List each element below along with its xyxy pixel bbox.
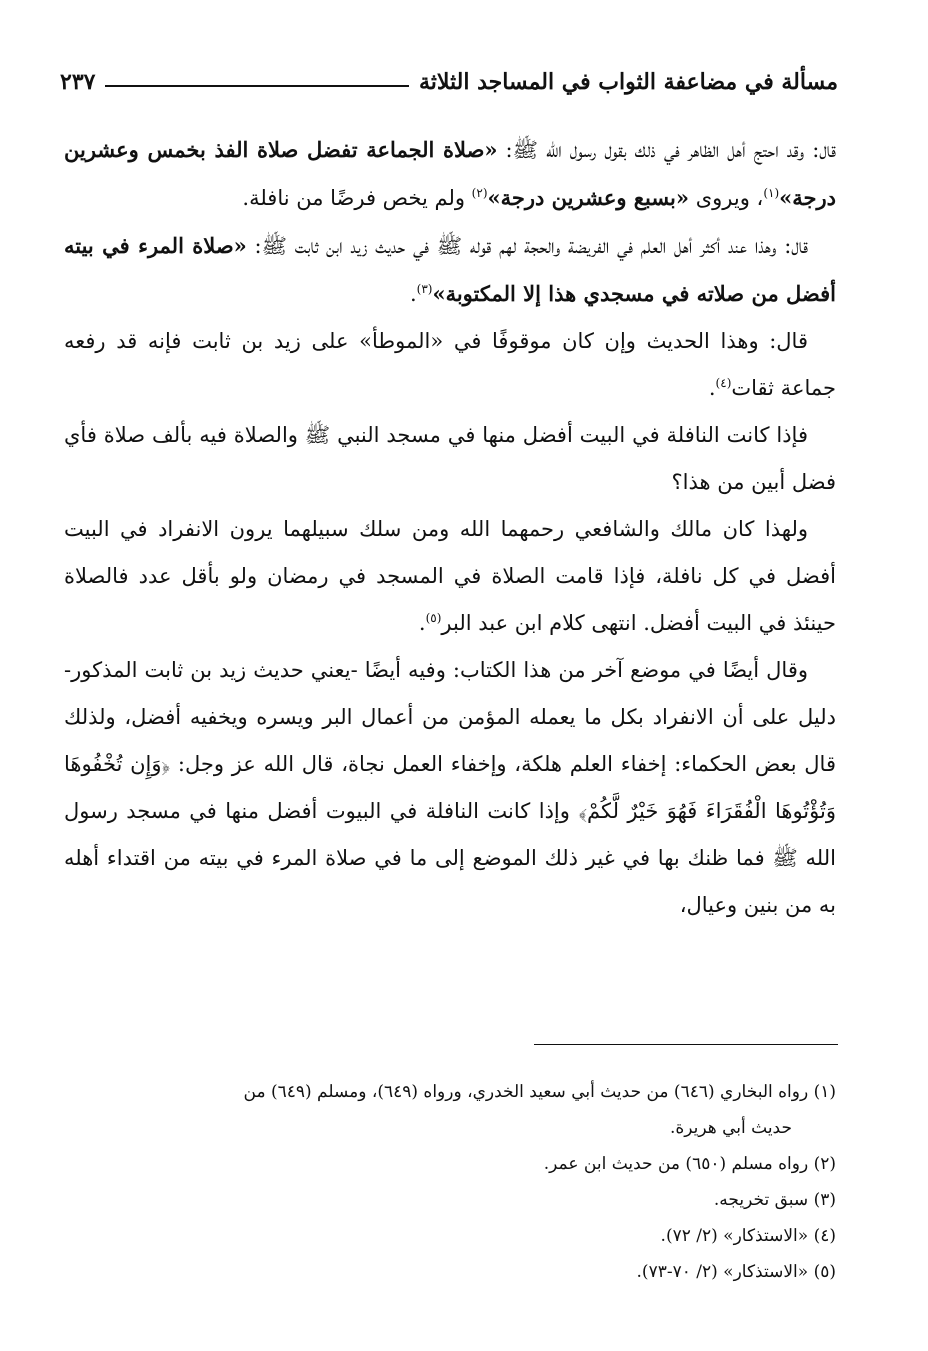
paragraph-text: ، ويروى [689,186,764,210]
paragraph-1 [64,126,836,222]
footnote-3: (٣) سبق تخريجه. [713,1190,836,1210]
header-rule [105,85,409,87]
footnote-ref-3: (٣) [416,282,433,296]
footnote-2: (٢) رواه مسلم (٦٥٠) من حديث ابن عمر. [543,1154,836,1174]
footnote-ref-2: (٢) [471,186,488,200]
paragraph-text: قال: وهذا الحديث وإن كان موقوفًا في «الموطأ» على زيد بن ثابت فإنه قد رفعه جماعة ثقات [64,329,836,400]
footnote-ref-1: (١) [763,186,780,200]
footnote-4: (٤) «الاستذكار» (٢/ ٧٢). [660,1226,836,1246]
footnote-5: (٥) «الاستذكار» (٢/ ٧٠-٧٣). [636,1262,836,1282]
running-title: مسألة في مضاعفة الثواب في المساجد الثلاثة [418,69,838,95]
paragraph-text: قال: وهذا عند أكثر أهل العلم في الفريضة والحجة لهم قوله ﷺ في حديث زيد ابن ثابت ﷺ: [246,234,808,258]
paragraph-text: ولهذا كان مالك والشافعي رحمهما الله ومن سلك سبيلهما يرون الانفراد في البيت أفضل في كل نافلة، فإذا قامت الصلاة في المسجد في رمضان ولو بأقل عدد فالصلاة حينئذ في البيت أفضل. انتهى كلام ابن عبد البر [64,517,836,635]
footnote-ref-5: (٥) [425,611,442,625]
paragraph-6 [64,647,836,929]
hadith-quote: «بسبع وعشرين درجة» [487,185,690,210]
main-text [64,126,836,929]
hadith-quote: «صلاة المرء في بيته أفضل من صلاته في مسجدي هذا إلا المكتوبة» [64,233,836,306]
footnotes [64,1074,836,1290]
page-header [60,62,838,102]
paragraph-text: . [418,611,426,635]
paragraph-text: . [409,282,417,306]
hadith-quote: «صلاة الجماعة تفضل صلاة الفذ بخمس وعشرين درجة» [64,137,836,210]
page-number: ٢٣٧ [60,69,96,95]
footnote-1-continuation: حديث أبي هريرة. [669,1118,792,1138]
paragraph-5 [64,506,836,647]
paragraph-text: وإذا كانت النافلة في البيوت أفضل منها في مسجد رسول الله ﷺ فما ظنك بها في غير ذلك الموضع إلى ما في صلاة المرء في بيته من اقتداء أهله به من بنين وعيال، [64,799,836,917]
footnote-ref-4: (٤) [715,376,732,390]
footnote-separator [534,1044,838,1045]
paragraph-text: فإذا كانت النافلة في البيت أفضل منها في مسجد النبي ﷺ والصلاة فيه بألف صلاة فأي فضل أبين من هذا؟ [64,423,836,494]
paragraph-text: وقال أيضًا في موضع آخر من هذا الكتاب: وفيه أيضًا -يعني حديث زيد بن ثابت المذكور- دليل على أن الانفراد بكل ما يعمله المؤمن من أعمال البر ويسره ويخفيه أفضل، ولذلك قال بعض الحكماء: إخفاء العلم هلكة، وإخفاء العمل نجاة، قال الله عز وجل: [64,658,836,776]
footnote-1: (١) رواه البخاري (٦٤٦) من حديث أبي سعيد الخدري، ورواه (٦٤٩)، ومسلم (٦٤٩) من [243,1082,836,1102]
paragraph-text: . [708,376,716,400]
paragraph-text: ولم يخص فرضًا من نافلة. [242,186,472,210]
paragraph-3 [64,318,836,412]
quran-verse: ﴿وَإِن تُخْفُوهَا وَتُؤْتُوهَا الْفُقَرَاءَ فَهُوَ خَيْرٌ لَّكُمْ﴾ [64,752,836,823]
paragraph-4 [64,412,836,506]
paragraph-2 [64,222,836,318]
paragraph-text: قال: وقد احتج أهل الظاهر في ذلك بقول رسول الله ﷺ: [497,138,836,162]
